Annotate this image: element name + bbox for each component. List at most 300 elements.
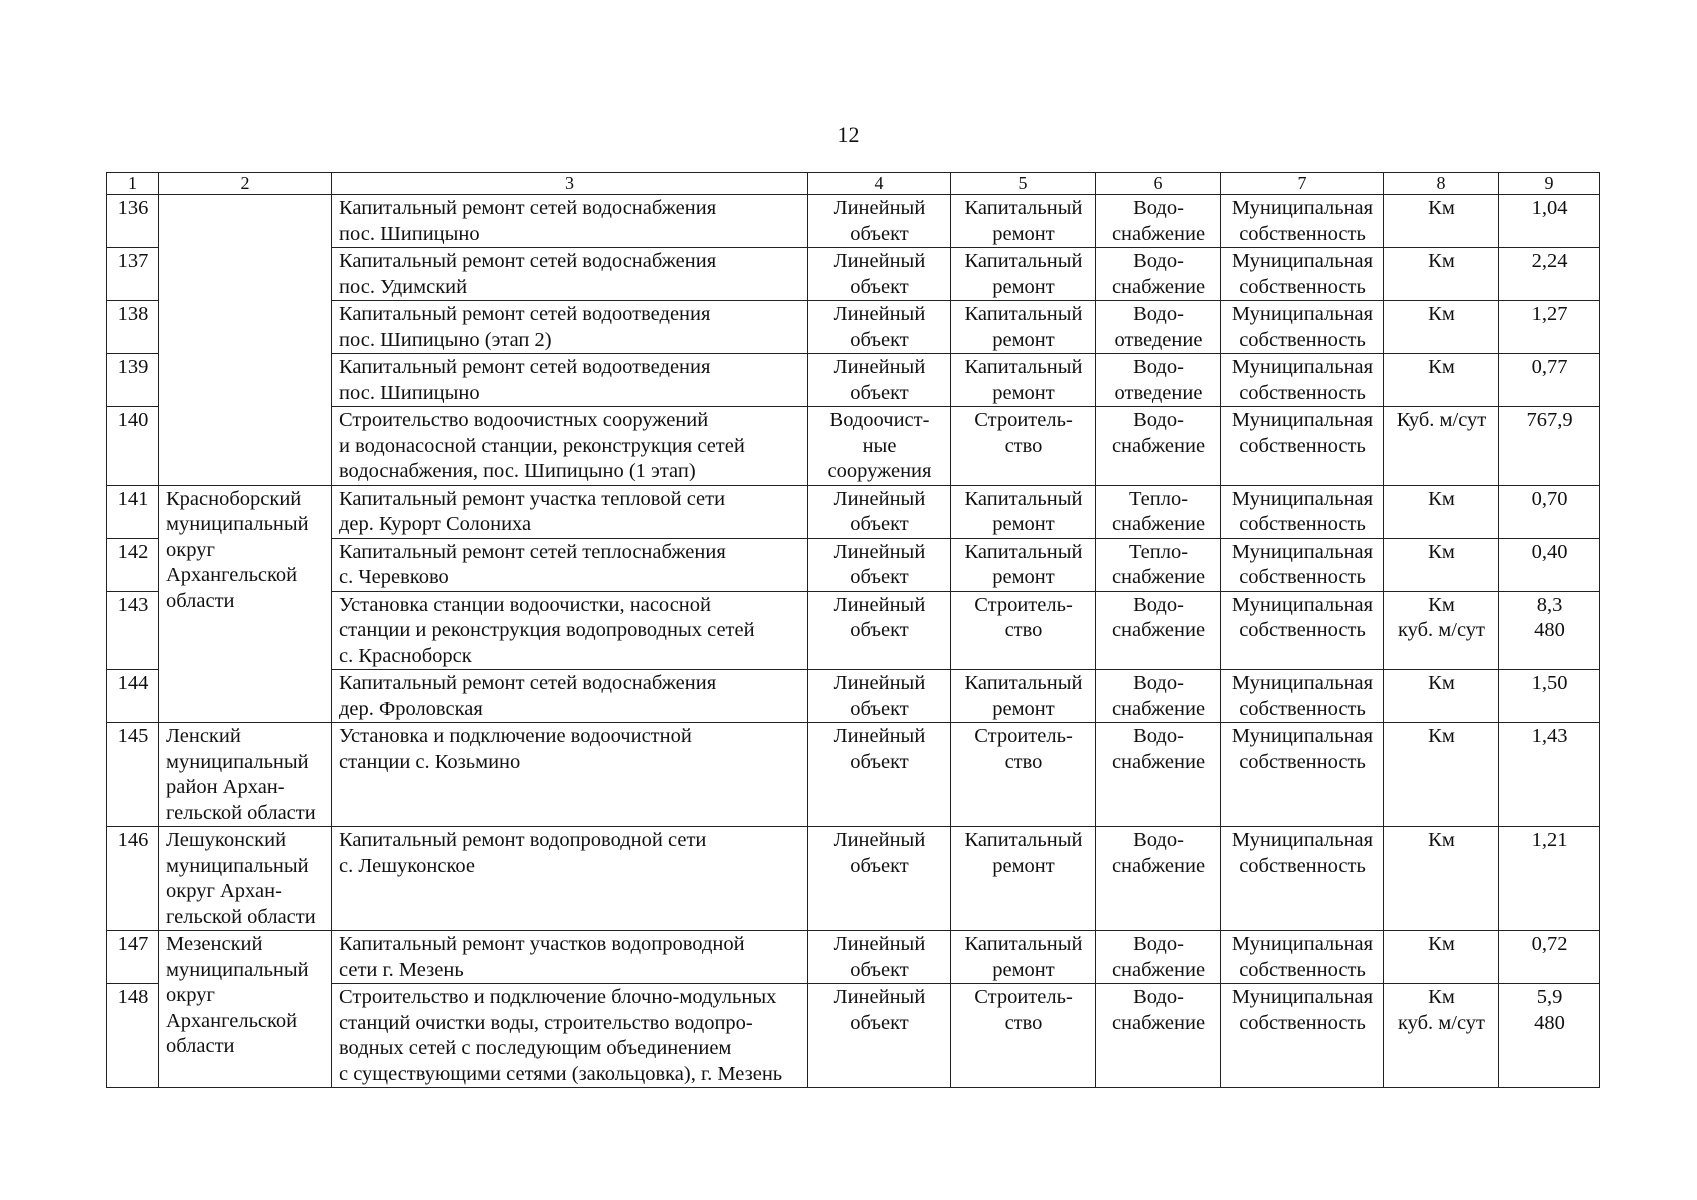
unit-line: Км xyxy=(1428,197,1455,219)
capacity-value-line: 480 xyxy=(1534,1011,1565,1034)
work-type xyxy=(951,248,1096,301)
work-type-line: Капитальный xyxy=(964,672,1083,694)
ownership xyxy=(1221,354,1384,407)
utility-sphere-line: Водо- xyxy=(1133,672,1184,694)
ownership-line: Муниципальная xyxy=(1231,933,1374,955)
unit xyxy=(1384,248,1499,301)
object-name-line: Капитальный ремонт водопроводной сети xyxy=(339,829,707,851)
object-type-line: сооружения xyxy=(827,460,932,482)
object-type xyxy=(808,723,951,827)
capacity-value-line: 1,04 xyxy=(1531,197,1568,219)
utility-sphere-line: снабжение xyxy=(1111,697,1206,720)
unit-line: Км xyxy=(1428,250,1455,272)
municipality-cell xyxy=(159,195,332,486)
ownership-line: Муниципальная xyxy=(1231,672,1374,694)
ownership-line: собственность xyxy=(1239,697,1366,720)
column-number: 8 xyxy=(1384,173,1499,195)
object-name-line: Капитальный ремонт сетей теплоснабжения xyxy=(339,540,726,563)
municipality-cell-line: муниципальный xyxy=(166,513,309,535)
utility-sphere xyxy=(1096,485,1221,538)
object-type-line: Линейный xyxy=(833,829,926,851)
object-name-line: и водонасосной станции, реконструкция сетей xyxy=(339,434,745,457)
ownership-line: Муниципальная xyxy=(1231,409,1374,431)
object-type-line: Линейный xyxy=(833,933,926,955)
capacity-value-line: 0,40 xyxy=(1531,540,1568,563)
column-number: 3 xyxy=(332,173,808,195)
column-number: 1 xyxy=(107,173,159,195)
utility-sphere-line: Водо- xyxy=(1133,197,1184,219)
utility-sphere-line: Водо- xyxy=(1133,409,1184,431)
object-name-line: водоснабжения, пос. Шипицыно (1 этап) xyxy=(339,460,696,482)
table-row xyxy=(107,485,1600,538)
unit xyxy=(1384,485,1499,538)
object-type xyxy=(808,248,951,301)
object-name-line: станций очистки воды, строительство водопро- xyxy=(339,1011,753,1034)
work-type-line: Строитель- xyxy=(974,986,1073,1008)
object-type xyxy=(808,591,951,670)
objects-table xyxy=(106,172,1600,1088)
row-number: 144 xyxy=(107,670,159,723)
utility-sphere-line: снабжение xyxy=(1111,566,1206,588)
utility-sphere xyxy=(1096,248,1221,301)
ownership-line: собственность xyxy=(1239,381,1366,404)
object-type-line: Линейный xyxy=(833,303,926,325)
object-name-line: Установка станции водоочистки, насосной xyxy=(339,593,711,616)
municipality-cell-line: Лешуконский xyxy=(166,829,287,851)
ownership xyxy=(1221,485,1384,538)
ownership-line: Муниципальная xyxy=(1231,356,1374,378)
work-type-line: ремонт xyxy=(992,222,1055,245)
object-type-line: Линейный xyxy=(833,487,926,510)
unit-line: Км xyxy=(1428,356,1455,378)
table-row xyxy=(107,827,1600,931)
ownership-line: Муниципальная xyxy=(1231,540,1374,563)
work-type-line: ство xyxy=(1004,1011,1043,1034)
municipality-cell-line: Архангельской xyxy=(166,1009,298,1032)
object-name xyxy=(332,931,808,984)
object-name-line: пос. Шипицыно xyxy=(339,222,480,245)
row-number: 139 xyxy=(107,354,159,407)
utility-sphere-line: Тепло- xyxy=(1128,487,1189,510)
ownership-line: собственность xyxy=(1239,222,1366,245)
unit xyxy=(1384,984,1499,1088)
unit-line: Км xyxy=(1428,986,1455,1008)
municipality-cell-line: Красноборский xyxy=(166,487,302,510)
object-type xyxy=(808,931,951,984)
utility-sphere xyxy=(1096,670,1221,723)
unit-line: Км xyxy=(1428,540,1455,563)
object-name-line: дер. Курорт Солониха xyxy=(339,513,532,535)
object-name-line: Строительство водоочистных сооружений xyxy=(339,409,709,431)
column-number: 7 xyxy=(1221,173,1384,195)
utility-sphere xyxy=(1096,591,1221,670)
utility-sphere-line: снабжение xyxy=(1111,750,1206,773)
ownership-line: собственность xyxy=(1239,619,1366,641)
utility-sphere xyxy=(1096,354,1221,407)
unit-line: куб. м/сут xyxy=(1397,1011,1486,1034)
work-type-line: Капитальный xyxy=(964,250,1083,272)
municipality-cell-line: муниципальный xyxy=(166,750,309,773)
ownership xyxy=(1221,538,1384,591)
unit-line: Куб. м/сут xyxy=(1396,409,1487,431)
utility-sphere-line: снабжение xyxy=(1111,619,1206,641)
municipality-cell-line: Мезенский xyxy=(166,933,263,955)
municipality-cell-line: округ Архан- xyxy=(166,880,282,902)
utility-sphere-line: Тепло- xyxy=(1128,540,1189,563)
capacity-value xyxy=(1499,354,1600,407)
work-type-line: ство xyxy=(1004,750,1043,773)
object-type-line: объект xyxy=(850,328,909,351)
object-name-line: Капитальный ремонт сетей водоснабжения xyxy=(339,672,717,694)
utility-sphere xyxy=(1096,195,1221,248)
capacity-value-line: 480 xyxy=(1534,619,1565,641)
capacity-value xyxy=(1499,195,1600,248)
object-name xyxy=(332,723,808,827)
ownership-line: Муниципальная xyxy=(1231,250,1374,272)
object-name-line: дер. Фроловская xyxy=(339,697,483,720)
work-type-line: ремонт xyxy=(992,275,1055,298)
ownership xyxy=(1221,931,1384,984)
ownership xyxy=(1221,195,1384,248)
utility-sphere-line: Водо- xyxy=(1133,303,1184,325)
utility-sphere-line: снабжение xyxy=(1111,275,1206,298)
capacity-value xyxy=(1499,670,1600,723)
object-type-line: объект xyxy=(850,513,909,535)
utility-sphere-line: снабжение xyxy=(1111,434,1206,457)
row-number: 137 xyxy=(107,248,159,301)
work-type-line: ремонт xyxy=(992,854,1055,877)
municipality-cell xyxy=(159,485,332,723)
municipality-cell xyxy=(159,931,332,1088)
municipality-cell-line: муниципальный xyxy=(166,854,309,877)
work-type xyxy=(951,723,1096,827)
utility-sphere-line: Водо- xyxy=(1133,725,1184,747)
utility-sphere-line: снабжение xyxy=(1111,222,1206,245)
capacity-value xyxy=(1499,984,1600,1088)
object-type xyxy=(808,485,951,538)
object-type-line: объект xyxy=(850,566,909,588)
work-type xyxy=(951,538,1096,591)
object-type xyxy=(808,827,951,931)
object-name-line: с. Лешуконское xyxy=(339,854,476,877)
object-name-line: Капитальный ремонт участков водопроводной xyxy=(339,933,745,955)
unit-line: Км xyxy=(1428,672,1455,694)
object-type-line: объект xyxy=(850,750,909,773)
object-name-line: с. Красноборск xyxy=(339,644,472,667)
unit-line: Км xyxy=(1428,303,1455,325)
object-type xyxy=(808,984,951,1088)
object-type-line: объект xyxy=(850,1011,909,1034)
object-name-line: Капитальный ремонт сетей водоснабжения xyxy=(339,197,717,219)
table-row xyxy=(107,723,1600,827)
ownership xyxy=(1221,723,1384,827)
object-name xyxy=(332,591,808,670)
capacity-value-line: 1,27 xyxy=(1531,303,1568,325)
object-name xyxy=(332,248,808,301)
municipality-cell-line: области xyxy=(166,589,235,612)
unit xyxy=(1384,407,1499,486)
object-type-line: объект xyxy=(850,275,909,298)
unit xyxy=(1384,827,1499,931)
object-type xyxy=(808,538,951,591)
work-type xyxy=(951,407,1096,486)
column-number: 5 xyxy=(951,173,1096,195)
column-number-row xyxy=(107,173,1600,195)
row-number: 147 xyxy=(107,931,159,984)
ownership-line: собственность xyxy=(1239,566,1366,588)
object-type xyxy=(808,670,951,723)
object-type-line: объект xyxy=(850,619,909,641)
capacity-value-line: 1,43 xyxy=(1531,725,1568,747)
utility-sphere xyxy=(1096,827,1221,931)
capacity-value xyxy=(1499,591,1600,670)
object-type-line: Линейный xyxy=(833,540,926,563)
work-type xyxy=(951,301,1096,354)
municipality-cell xyxy=(159,827,332,931)
object-type-line: объект xyxy=(850,697,909,720)
work-type-line: Капитальный xyxy=(964,356,1083,378)
ownership-line: собственность xyxy=(1239,434,1366,457)
work-type xyxy=(951,984,1096,1088)
object-name-line: водных сетей с последующим объединением xyxy=(339,1037,732,1059)
work-type-line: Строитель- xyxy=(974,593,1073,616)
ownership-line: собственность xyxy=(1239,958,1366,981)
unit xyxy=(1384,354,1499,407)
municipality-cell-line: Архангельской xyxy=(166,564,298,586)
utility-sphere-line: Водо- xyxy=(1133,356,1184,378)
utility-sphere-line: снабжение xyxy=(1111,513,1206,535)
work-type xyxy=(951,827,1096,931)
object-type xyxy=(808,301,951,354)
object-type-line: ные xyxy=(862,434,897,457)
row-number: 145 xyxy=(107,723,159,827)
row-number: 136 xyxy=(107,195,159,248)
capacity-value xyxy=(1499,931,1600,984)
work-type-line: Строитель- xyxy=(974,409,1073,431)
work-type xyxy=(951,670,1096,723)
utility-sphere-line: Водо- xyxy=(1133,593,1184,616)
ownership-line: собственность xyxy=(1239,854,1366,877)
ownership xyxy=(1221,827,1384,931)
unit-line: Км xyxy=(1428,593,1455,616)
object-name xyxy=(332,354,808,407)
capacity-value-line: 0,77 xyxy=(1531,356,1568,378)
ownership-line: Муниципальная xyxy=(1231,303,1374,325)
unit-line: Км xyxy=(1428,829,1455,851)
ownership-line: Муниципальная xyxy=(1231,593,1374,616)
object-type-line: Линейный xyxy=(833,672,926,694)
row-number: 141 xyxy=(107,485,159,538)
ownership-line: Муниципальная xyxy=(1231,986,1374,1008)
work-type-line: ремонт xyxy=(992,958,1055,981)
object-type xyxy=(808,407,951,486)
work-type-line: Капитальный xyxy=(964,933,1083,955)
page-number: 12 xyxy=(837,122,860,147)
unit xyxy=(1384,931,1499,984)
work-type-line: Капитальный xyxy=(964,487,1083,510)
utility-sphere-line: Водо- xyxy=(1133,933,1184,955)
utility-sphere-line: Водо- xyxy=(1133,986,1184,1008)
municipality-cell-line: гельской области xyxy=(166,801,316,824)
object-type-line: объект xyxy=(850,854,909,877)
capacity-value xyxy=(1499,407,1600,486)
capacity-value xyxy=(1499,538,1600,591)
unit-line: Км xyxy=(1428,487,1455,510)
table-row xyxy=(107,931,1600,984)
unit xyxy=(1384,591,1499,670)
row-number: 142 xyxy=(107,538,159,591)
ownership-line: Муниципальная xyxy=(1231,829,1374,851)
row-number: 138 xyxy=(107,301,159,354)
object-type-line: Линейный xyxy=(833,356,926,378)
municipality-cell-line: Ленский xyxy=(166,725,241,747)
object-type-line: Линейный xyxy=(833,725,926,747)
column-number: 6 xyxy=(1096,173,1221,195)
utility-sphere-line: отведение xyxy=(1114,328,1203,351)
capacity-value xyxy=(1499,248,1600,301)
work-type-line: Капитальный xyxy=(964,540,1083,563)
row-number: 148 xyxy=(107,984,159,1088)
object-type-line: Линейный xyxy=(833,197,926,219)
object-type-line: Линейный xyxy=(833,986,926,1008)
object-name-line: Капитальный ремонт сетей водоотведения xyxy=(339,303,711,325)
object-name-line: пос. Удимский xyxy=(339,275,468,298)
object-type-line: Линейный xyxy=(833,593,926,616)
municipality-cell-line: области xyxy=(166,1035,235,1057)
row-number: 143 xyxy=(107,591,159,670)
ownership-line: собственность xyxy=(1239,513,1366,535)
unit-line: куб. м/сут xyxy=(1397,619,1486,641)
object-name-line: с. Черевково xyxy=(339,566,449,588)
utility-sphere-line: снабжение xyxy=(1111,854,1206,877)
capacity-value xyxy=(1499,827,1600,931)
object-type-line: объект xyxy=(850,222,909,245)
work-type xyxy=(951,931,1096,984)
work-type-line: ремонт xyxy=(992,566,1055,588)
table-row xyxy=(107,195,1600,248)
row-number: 140 xyxy=(107,407,159,486)
unit xyxy=(1384,670,1499,723)
work-type xyxy=(951,591,1096,670)
capacity-value-line: 5,9 xyxy=(1536,986,1563,1008)
object-name-line: станции и реконструкция водопроводных сетей xyxy=(339,619,755,641)
object-type xyxy=(808,354,951,407)
work-type-line: Капитальный xyxy=(964,303,1083,325)
municipality-cell-line: район Архан- xyxy=(166,776,285,798)
utility-sphere-line: снабжение xyxy=(1111,1011,1206,1034)
capacity-value-line: 1,21 xyxy=(1531,829,1568,851)
unit xyxy=(1384,195,1499,248)
work-type-line: ремонт xyxy=(992,513,1055,535)
utility-sphere-line: снабжение xyxy=(1111,958,1206,981)
work-type xyxy=(951,485,1096,538)
column-number: 4 xyxy=(808,173,951,195)
row-number: 146 xyxy=(107,827,159,931)
ownership xyxy=(1221,301,1384,354)
object-name-line: Строительство и подключение блочно-модульных xyxy=(339,986,777,1008)
ownership xyxy=(1221,670,1384,723)
object-name xyxy=(332,485,808,538)
object-type-line: объект xyxy=(850,381,909,404)
work-type-line: Строитель- xyxy=(974,725,1073,747)
capacity-value-line: 0,72 xyxy=(1531,933,1568,955)
object-type-line: Линейный xyxy=(833,250,926,272)
capacity-value-line: 1,50 xyxy=(1531,672,1568,694)
work-type xyxy=(951,354,1096,407)
object-name-line: Капитальный ремонт сетей водоснабжения xyxy=(339,250,717,272)
unit-line: Км xyxy=(1428,933,1455,955)
capacity-value xyxy=(1499,723,1600,827)
utility-sphere xyxy=(1096,301,1221,354)
ownership xyxy=(1221,248,1384,301)
utility-sphere-line: Водо- xyxy=(1133,250,1184,272)
object-name xyxy=(332,195,808,248)
object-name-line: Капитальный ремонт сетей водоотведения xyxy=(339,356,711,378)
object-name xyxy=(332,984,808,1088)
ownership-line: собственность xyxy=(1239,275,1366,298)
object-type xyxy=(808,195,951,248)
object-name-line: пос. Шипицыно xyxy=(339,381,480,404)
work-type xyxy=(951,195,1096,248)
municipality-cell-line: гельской области xyxy=(166,905,316,928)
object-name xyxy=(332,670,808,723)
work-type-line: ство xyxy=(1004,619,1043,641)
capacity-value-line: 8,3 xyxy=(1536,593,1563,616)
object-name xyxy=(332,827,808,931)
municipality-cell-line: муниципальный xyxy=(166,958,309,981)
unit-line: Км xyxy=(1428,725,1455,747)
utility-sphere xyxy=(1096,407,1221,486)
capacity-value-line: 2,24 xyxy=(1531,250,1568,272)
object-name-line: с существующими сетями (закольцовка), г. Мезень xyxy=(339,1062,783,1085)
municipality-cell-line: округ xyxy=(166,538,215,561)
work-type-line: ремонт xyxy=(992,328,1055,351)
utility-sphere xyxy=(1096,984,1221,1088)
ownership-line: Муниципальная xyxy=(1231,197,1374,219)
object-name xyxy=(332,301,808,354)
municipality-cell-line: округ xyxy=(166,984,215,1006)
capacity-value xyxy=(1499,301,1600,354)
utility-sphere-line: Водо- xyxy=(1133,829,1184,851)
ownership-line: Муниципальная xyxy=(1231,725,1374,747)
object-name-line: Капитальный ремонт участка тепловой сети xyxy=(339,487,726,510)
table-body xyxy=(107,195,1600,1088)
column-number: 2 xyxy=(159,173,332,195)
utility-sphere xyxy=(1096,723,1221,827)
ownership-line: собственность xyxy=(1239,1011,1366,1034)
column-number: 9 xyxy=(1499,173,1600,195)
object-name xyxy=(332,538,808,591)
ownership-line: собственность xyxy=(1239,328,1366,351)
unit xyxy=(1384,723,1499,827)
ownership xyxy=(1221,591,1384,670)
utility-sphere xyxy=(1096,538,1221,591)
object-name-line: сети г. Мезень xyxy=(339,958,464,981)
object-name-line: Установка и подключение водоочистной xyxy=(339,725,692,747)
ownership xyxy=(1221,407,1384,486)
unit xyxy=(1384,301,1499,354)
object-name-line: станции с. Козьмино xyxy=(339,750,521,773)
work-type-line: ство xyxy=(1004,434,1043,457)
capacity-value xyxy=(1499,485,1600,538)
work-type-line: ремонт xyxy=(992,381,1055,404)
object-name-line: пос. Шипицыно (этап 2) xyxy=(339,328,552,351)
object-name xyxy=(332,407,808,486)
work-type-line: Капитальный xyxy=(964,197,1083,219)
utility-sphere-line: отведение xyxy=(1114,381,1203,404)
ownership xyxy=(1221,984,1384,1088)
utility-sphere xyxy=(1096,931,1221,984)
